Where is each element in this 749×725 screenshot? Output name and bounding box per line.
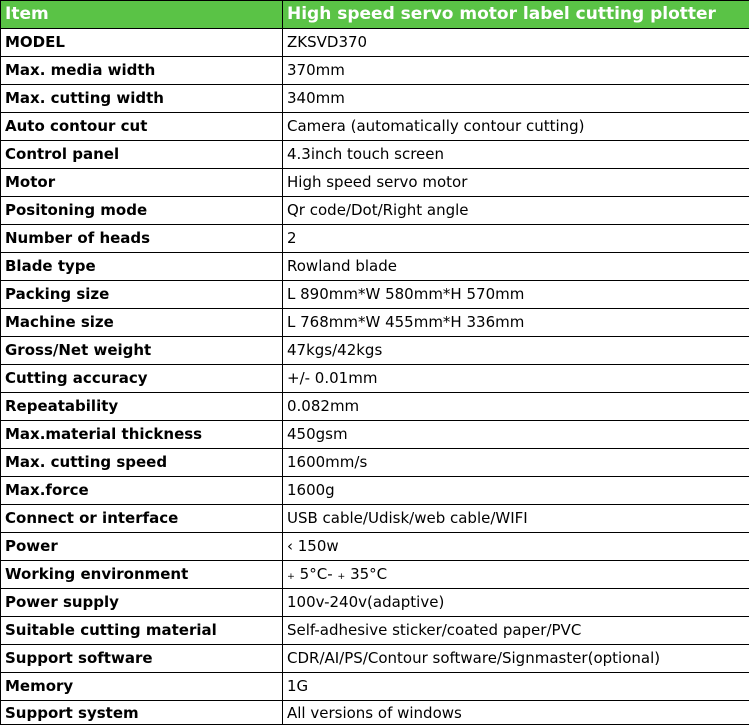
header-product-title: High speed servo motor label cutting plotter [283, 1, 749, 29]
table-row [1, 169, 749, 197]
spec-value: CDR/AI/PS/Contour software/Signmaster(optional) [283, 645, 749, 673]
table-row [1, 673, 749, 701]
spec-table-header [1, 1, 749, 29]
spec-label: Number of heads [1, 225, 283, 253]
spec-label: Max.material thickness [1, 421, 283, 449]
spec-value: USB cable/Udisk/web cable/WIFI [283, 505, 749, 533]
spec-label: Control panel [1, 141, 283, 169]
spec-label: Repeatability [1, 393, 283, 421]
table-row [1, 85, 749, 113]
spec-value: ZKSVD370 [283, 29, 749, 57]
spec-value: L 768mm*W 455mm*H 336mm [283, 309, 749, 337]
spec-value: 2 [283, 225, 749, 253]
spec-label: Suitable cutting material [1, 617, 283, 645]
header-row [1, 1, 749, 29]
table-row [1, 701, 749, 725]
spec-label: Power supply [1, 589, 283, 617]
spec-label: Cutting accuracy [1, 365, 283, 393]
spec-value: 450gsm [283, 421, 749, 449]
spec-value: 100v-240v(adaptive) [283, 589, 749, 617]
table-row [1, 421, 749, 449]
table-row [1, 57, 749, 85]
spec-value: ‹ 150w [283, 533, 749, 561]
header-item: Item [1, 1, 283, 29]
spec-value: Self-adhesive sticker/coated paper/PVC [283, 617, 749, 645]
spec-value: +/- 0.01mm [283, 365, 749, 393]
spec-label: Machine size [1, 309, 283, 337]
spec-value: High speed servo motor [283, 169, 749, 197]
table-row [1, 533, 749, 561]
spec-label: Working environment [1, 561, 283, 589]
table-row [1, 253, 749, 281]
table-row [1, 617, 749, 645]
spec-value: 1600g [283, 477, 749, 505]
table-row [1, 505, 749, 533]
spec-label: Max. cutting width [1, 85, 283, 113]
table-row [1, 561, 749, 589]
spec-label: Auto contour cut [1, 113, 283, 141]
table-row [1, 477, 749, 505]
spec-label: Motor [1, 169, 283, 197]
table-row [1, 29, 749, 57]
spec-value: ₊ 5°C- ₊ 35°C [283, 561, 749, 589]
table-row [1, 141, 749, 169]
spec-label: Connect or interface [1, 505, 283, 533]
table-row [1, 281, 749, 309]
spec-value: L 890mm*W 580mm*H 570mm [283, 281, 749, 309]
spec-label: Memory [1, 673, 283, 701]
spec-value: Camera (automatically contour cutting) [283, 113, 749, 141]
spec-label: Max. media width [1, 57, 283, 85]
spec-value: 370mm [283, 57, 749, 85]
table-row [1, 337, 749, 365]
spec-value: 340mm [283, 85, 749, 113]
spec-label: Blade type [1, 253, 283, 281]
table-row [1, 225, 749, 253]
table-row [1, 197, 749, 225]
spec-label: Positoning mode [1, 197, 283, 225]
spec-value: 47kgs/42kgs [283, 337, 749, 365]
table-row [1, 645, 749, 673]
spec-label: Support system [1, 701, 283, 725]
spec-value: Qr code/Dot/Right angle [283, 197, 749, 225]
spec-label: MODEL [1, 29, 283, 57]
spec-label: Max.force [1, 477, 283, 505]
spec-label: Power [1, 533, 283, 561]
spec-label: Max. cutting speed [1, 449, 283, 477]
table-row [1, 393, 749, 421]
table-row [1, 113, 749, 141]
spec-label: Packing size [1, 281, 283, 309]
spec-label: Gross/Net weight [1, 337, 283, 365]
table-row [1, 589, 749, 617]
spec-table-body [1, 29, 749, 725]
table-row [1, 365, 749, 393]
spec-value: 1600mm/s [283, 449, 749, 477]
spec-value: 4.3inch touch screen [283, 141, 749, 169]
spec-label: Support software [1, 645, 283, 673]
table-row [1, 309, 749, 337]
table-row [1, 449, 749, 477]
spec-value: 1G [283, 673, 749, 701]
spec-value: All versions of windows [283, 701, 749, 725]
spec-value: Rowland blade [283, 253, 749, 281]
spec-value: 0.082mm [283, 393, 749, 421]
